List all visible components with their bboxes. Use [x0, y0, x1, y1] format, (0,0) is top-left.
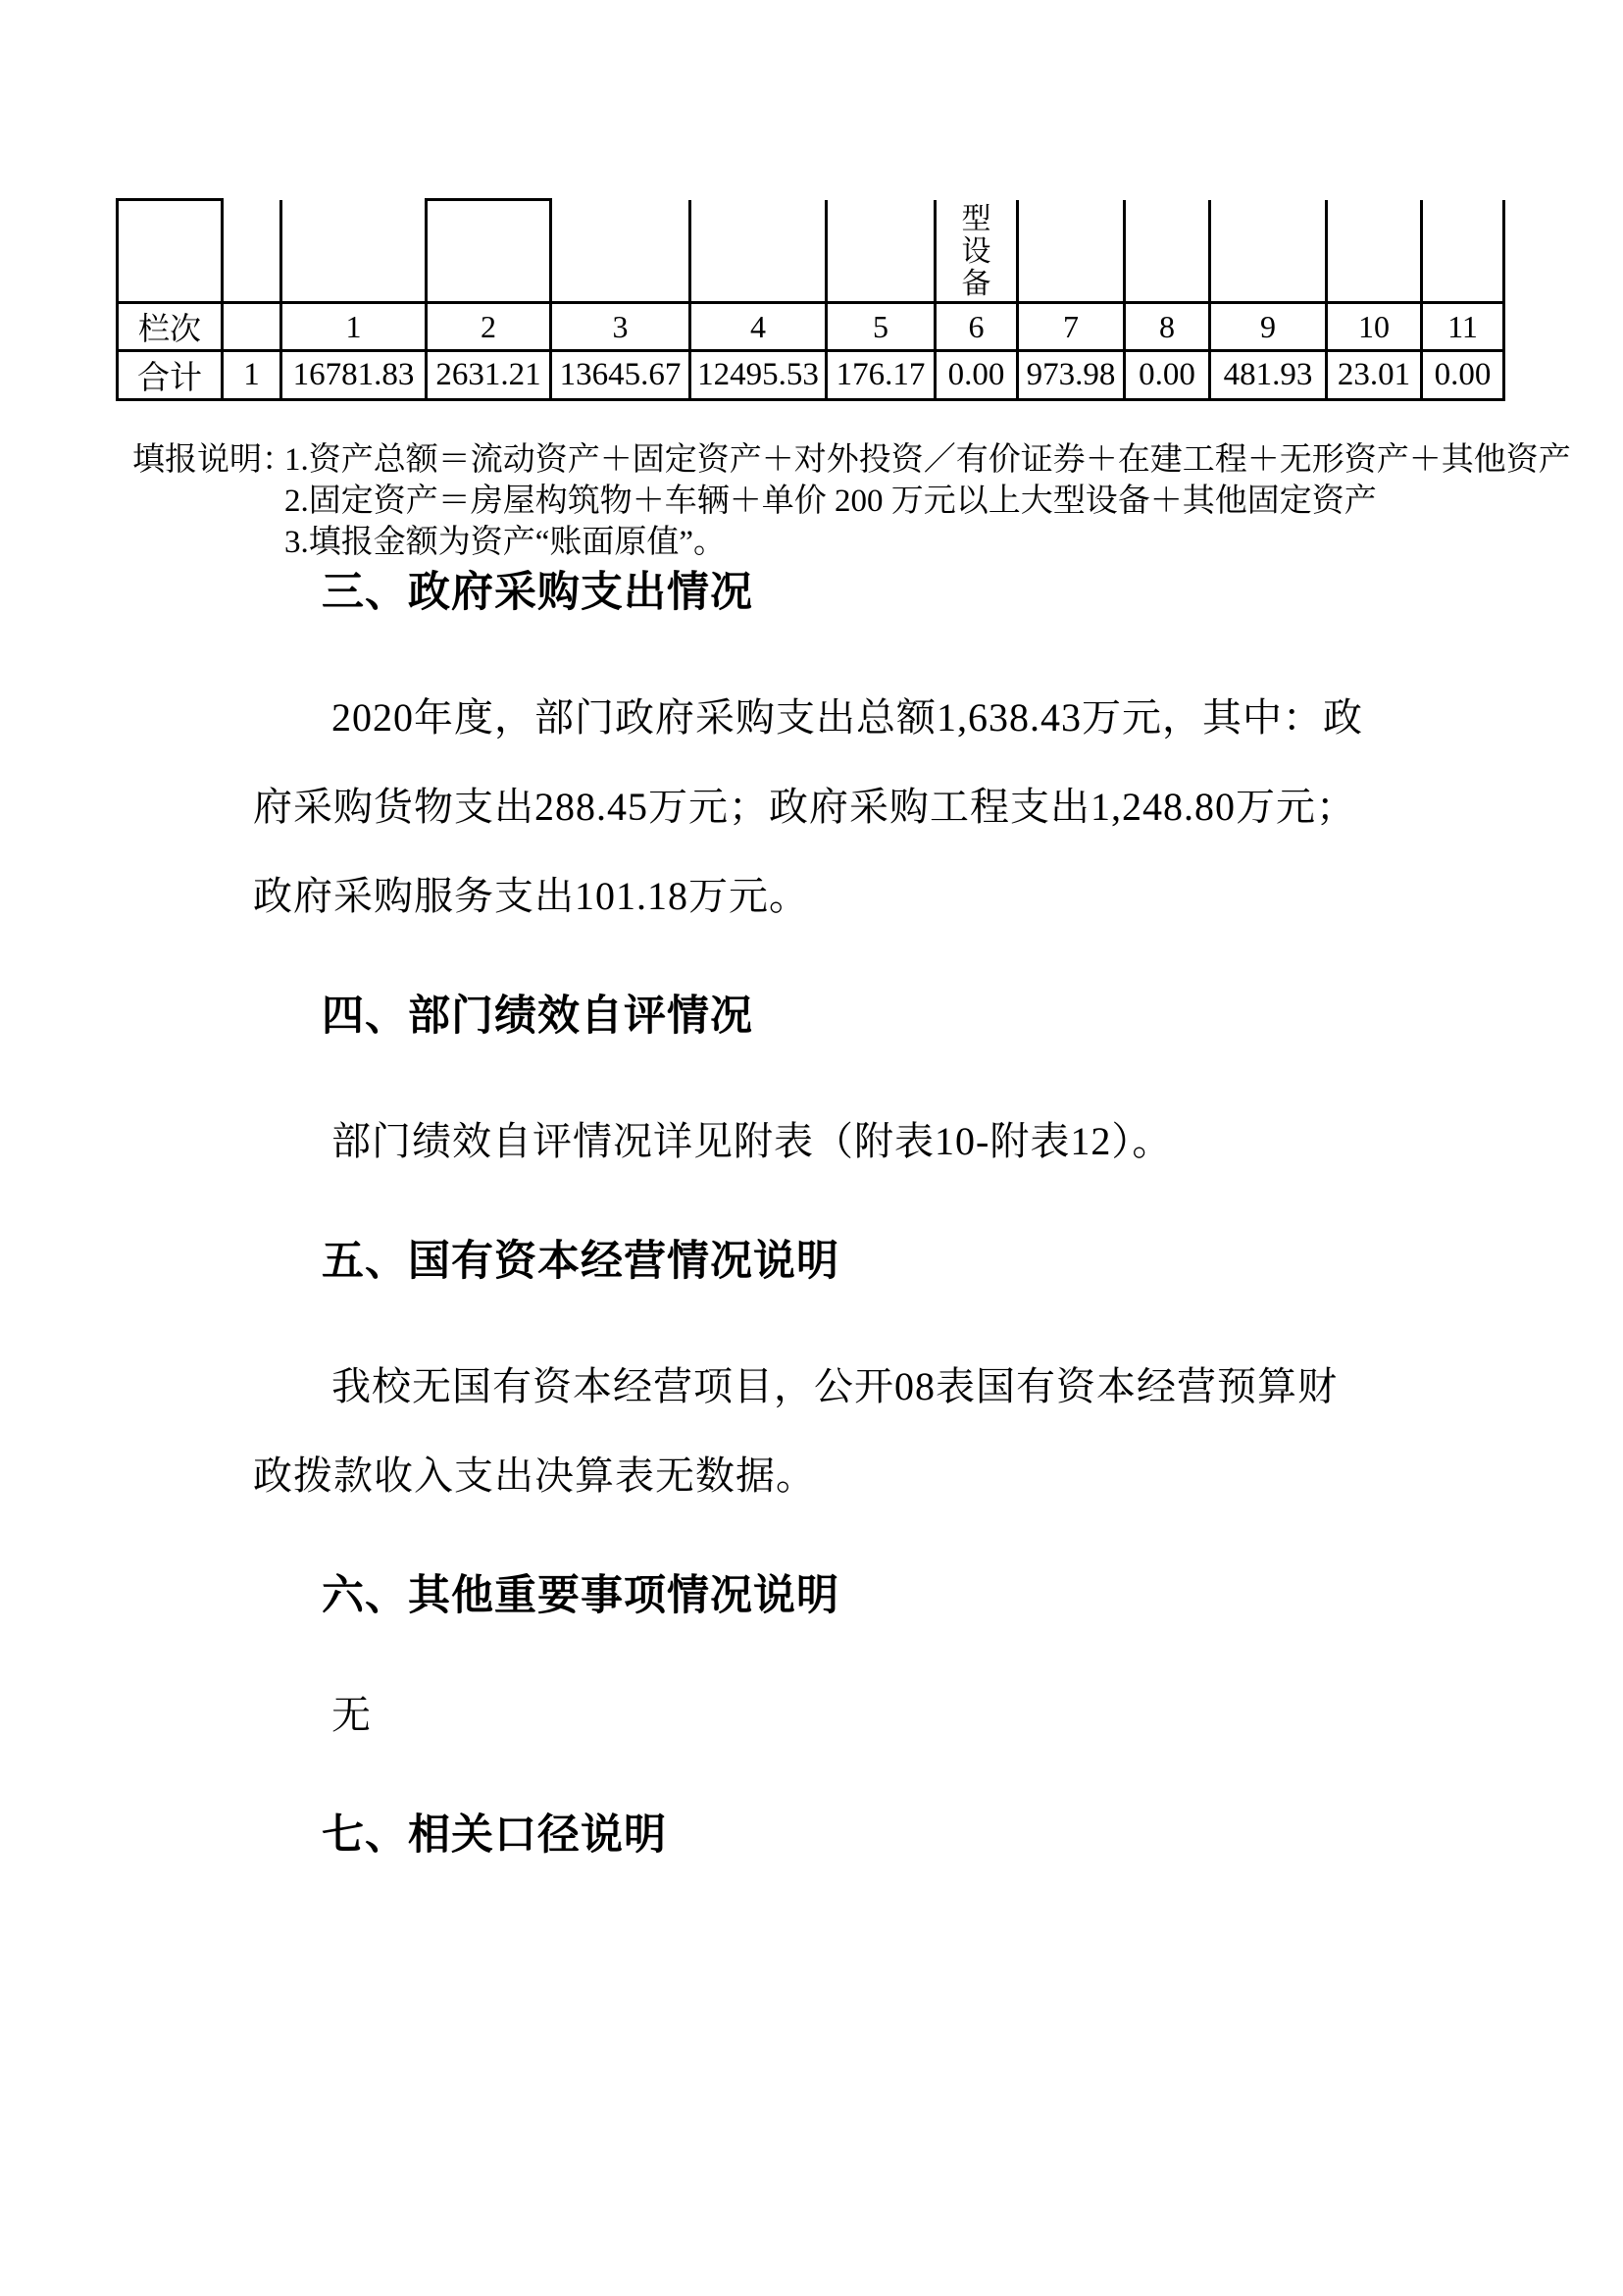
index-cell: 6: [936, 303, 1018, 351]
section-paragraph-4: [253, 1097, 1371, 1186]
note-item: 2.固定资产＝房屋构筑物＋车辆＋单价 200 万元以上大型设备＋其他固定资产: [284, 484, 1377, 519]
index-cell: 10: [1327, 303, 1422, 351]
header-cell: [690, 200, 827, 303]
index-cell: 11: [1422, 303, 1504, 351]
header-cell: [1018, 200, 1125, 303]
header-cell: [223, 200, 281, 303]
note-item: 3.填报金额为资产“账面原值”。: [284, 525, 727, 560]
vertical-header-text: 型设备: [961, 202, 991, 300]
paragraph-line: 部门绩效自评情况详见附表（附表10-附表12）。: [331, 1119, 1173, 1163]
row-label: 合计: [118, 351, 223, 400]
paragraph-line: 2020年度，部门政府采购支出总额1,638.43万元，其中：政: [331, 695, 1363, 740]
header-cell: [427, 200, 551, 303]
value-cell: 481.93: [1210, 351, 1327, 400]
row-label: 栏次: [118, 303, 223, 351]
index-cell: 1: [281, 303, 427, 351]
index-cell: [223, 303, 281, 351]
section-heading-3: 三、政府采购支出情况: [322, 569, 753, 616]
table-row-header-fragment: [118, 200, 1504, 303]
value-cell: 12495.53: [690, 351, 827, 400]
index-cell: 9: [1210, 303, 1327, 351]
value-cell: 973.98: [1018, 351, 1125, 400]
section-heading-6: 六、其他重要事项情况说明: [322, 1572, 839, 1619]
index-cell: 8: [1125, 303, 1210, 351]
header-cell-large-equipment: [936, 200, 1018, 303]
paragraph-line: 我校无国有资本经营项目，公开08表国有资本经营预算财: [331, 1364, 1338, 1408]
value-cell: 13645.67: [551, 351, 690, 400]
table-row-column-index: [118, 303, 1504, 351]
index-cell: 5: [827, 303, 936, 351]
paragraph-line: 政拨款收入支出决算表无数据。: [253, 1454, 816, 1498]
header-cell: [118, 200, 223, 303]
header-cell: [827, 200, 936, 303]
header-cell: [551, 200, 690, 303]
index-cell: 4: [690, 303, 827, 351]
paragraph-line: 无: [331, 1693, 372, 1737]
value-cell: 0.00: [1422, 351, 1504, 400]
value-cell: 16781.83: [281, 351, 427, 400]
section-heading-5: 五、国有资本经营情况说明: [322, 1238, 839, 1285]
notes-label: 填报说明：: [132, 442, 294, 478]
index-cell: 7: [1018, 303, 1125, 351]
notes-block: [284, 439, 1571, 563]
section-paragraph-5: [253, 1342, 1371, 1520]
assets-summary-table: [116, 198, 1505, 401]
header-cell: [1210, 200, 1327, 303]
value-cell: 176.17: [827, 351, 936, 400]
index-cell: 2: [427, 303, 551, 351]
header-cell: [1327, 200, 1422, 303]
section-heading-7: 七、相关口径说明: [322, 1811, 667, 1859]
header-cell: [281, 200, 427, 303]
paragraph-line: 政府采购服务支出101.18万元。: [253, 874, 809, 918]
note-item: 1.资产总额＝流动资产＋固定资产＋对外投资／有价证券＋在建工程＋无形资产＋其他资产: [284, 442, 1571, 478]
value-cell: 0.00: [936, 351, 1018, 400]
section-heading-4: 四、部门绩效自评情况: [322, 993, 753, 1040]
table-row-total: [118, 351, 1504, 400]
section-paragraph-6: [253, 1670, 1371, 1760]
value-cell: 0.00: [1125, 351, 1210, 400]
paragraph-line: 府采购货物支出288.45万元；政府采购工程支出1,248.80万元；: [253, 785, 1356, 829]
header-cell: [1125, 200, 1210, 303]
value-cell: 23.01: [1327, 351, 1422, 400]
header-cell: [1422, 200, 1504, 303]
value-cell: 1: [223, 351, 281, 400]
index-cell: 3: [551, 303, 690, 351]
section-paragraph-3: [253, 673, 1371, 941]
value-cell: 2631.21: [427, 351, 551, 400]
